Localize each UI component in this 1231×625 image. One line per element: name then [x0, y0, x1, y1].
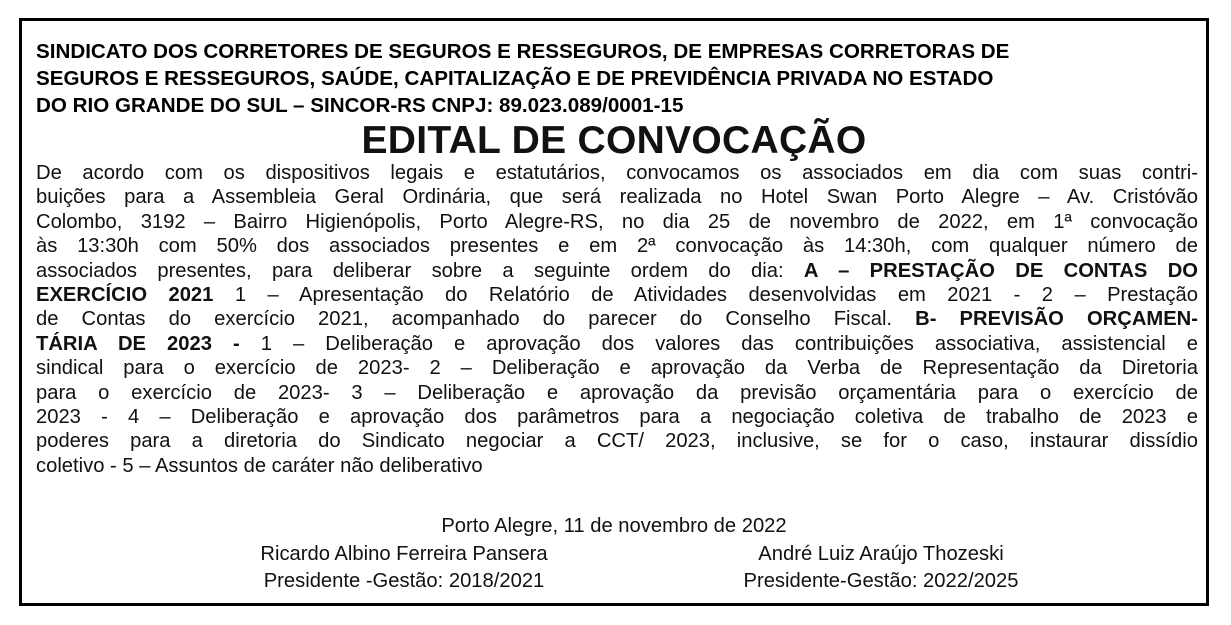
signatory-role: Presidente -Gestão: 2018/2021 — [263, 570, 545, 592]
agenda-heading-b-cont: TÁRIA DE 2023 - — [36, 332, 240, 355]
body-line: coletivo - 5 – Assuntos de caráter não deliberativo — [36, 454, 483, 477]
agenda-heading-a-cont: EXERCÍCIO 2021 — [36, 284, 214, 307]
signatory-name: Ricardo Albino Ferreira Pansera — [260, 543, 548, 565]
body-text-segment: 1 – Apresentação do Relatório de Atividades desenvolvidas em 2021 - 2 – Prestação — [213, 284, 1198, 307]
union-header — [36, 38, 1198, 119]
agenda-heading-b: B- PREVISÃO ORÇAMEN- — [915, 308, 1198, 331]
body-text-segment: 1 – Deliberação e aprovação dos valores das contribuições associativa, assistencial e — [239, 332, 1198, 355]
body-line: para o exercício de 2023- 3 – Deliberação e aprovação da previsão orçamentária para o exercício de — [36, 381, 1198, 404]
body-line — [36, 259, 1198, 283]
signature-block-right — [671, 541, 1091, 595]
notice-title: EDITAL DE CONVOCAÇÃO — [361, 119, 867, 162]
body-line: poderes para a diretoria do Sindicato negociar a CCT/ 2023, inclusive, se for o caso, instaurar dissídio — [36, 430, 1198, 453]
place-date: Porto Alegre, 11 de novembro de 2022 — [441, 515, 787, 537]
body-line — [36, 332, 1198, 356]
body-line: 2023 - 4 – Deliberação e aprovação dos parâmetros para a negociação coletiva de trabalho de 2023 e — [36, 406, 1198, 429]
body-line — [36, 307, 1198, 331]
agenda-heading-a: A – PRESTAÇÃO DE CONTAS DO — [803, 259, 1198, 282]
header-line-1: SINDICATO DOS CORRETORES DE SEGUROS E RESSEGUROS, DE EMPRESAS CORRETORAS DE — [36, 40, 1010, 63]
body-text-segment: associados presentes, para deliberar sobre a seguinte ordem do dia: — [36, 259, 804, 282]
signatory-role: Presidente-Gestão: 2022/2025 — [743, 570, 1019, 592]
body-line: sindical para o exercício de 2023- 2 – Deliberação e aprovação da Verba de Representação da Diretoria — [36, 357, 1198, 380]
header-line-2: SEGUROS E RESSEGUROS, SAÚDE, CAPITALIZAÇÃO E DE PREVIDÊNCIA PRIVADA NO ESTADO — [36, 67, 994, 90]
body-line — [36, 283, 1198, 307]
body-text-segment: de Contas do exercício 2021, acompanhado do parecer do Conselho Fiscal. — [36, 308, 916, 331]
notice-body — [36, 161, 1198, 478]
notice-frame — [19, 18, 1209, 606]
body-line: às 13:30h com 50% dos associados presentes e em 2ª convocação às 14:30h, com qualquer número de — [36, 235, 1198, 258]
body-line: De acordo com os dispositivos legais e estatutários, convocamos os associados em dia com suas contri- — [36, 162, 1198, 184]
body-line: Colombo, 3192 – Bairro Higienópolis, Porto Alegre-RS, no dia 25 de novembro de 2022, em 1ª convocação — [36, 210, 1198, 233]
signatory-name: André Luiz Araújo Thozeski — [758, 543, 1004, 565]
signature-block-left — [194, 541, 614, 595]
body-line: buições para a Assembleia Geral Ordinária, que será realizada no Hotel Swan Porto Alegre – Av. Cristóvão — [36, 186, 1198, 209]
header-line-3: DO RIO GRANDE DO SUL – SINCOR-RS CNPJ: 89.023.089/0001-15 — [36, 94, 684, 117]
